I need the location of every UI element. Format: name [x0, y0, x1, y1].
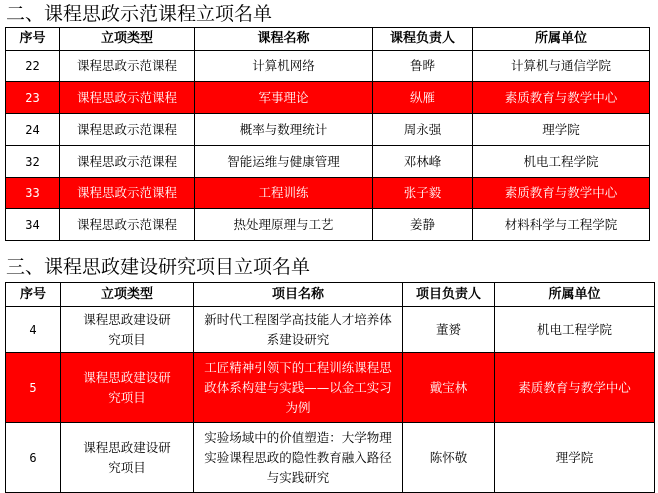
table-row	[6, 209, 650, 241]
section3-title: 三、课程思政建设研究项目立项名单	[6, 256, 311, 278]
header-name: 课程名称	[195, 28, 373, 51]
table-row	[6, 307, 655, 353]
cell-name: 智能运维与健康管理	[195, 146, 373, 178]
cell-leader: 鲁晔	[373, 51, 473, 82]
cell-leader: 戴宝林	[403, 353, 495, 423]
cell-unit: 理学院	[473, 114, 650, 146]
cell-leader: 张子毅	[373, 178, 473, 209]
cell-type: 课程思政示范课程	[60, 51, 195, 82]
cell-unit: 机电工程学院	[473, 146, 650, 178]
cell-type: 课程思政示范课程	[60, 178, 195, 209]
cell-unit: 计算机与通信学院	[473, 51, 650, 82]
cell-unit: 机电工程学院	[495, 307, 655, 353]
cell-leader: 陈怀敬	[403, 423, 495, 493]
cell-unit: 素质教育与教学中心	[495, 353, 655, 423]
cell-unit: 素质教育与教学中心	[473, 82, 650, 114]
header-type: 立项类型	[60, 28, 195, 51]
header-leader: 课程负责人	[373, 28, 473, 51]
cell-name: 概率与数理统计	[195, 114, 373, 146]
table-row-highlighted	[6, 353, 655, 423]
cell-name: 热处理原理与工艺	[195, 209, 373, 241]
cell-unit: 理学院	[495, 423, 655, 493]
cell-leader: 董赟	[403, 307, 495, 353]
section2-title: 二、课程思政示范课程立项名单	[6, 3, 273, 25]
cell-no: 22	[6, 51, 60, 82]
cell-type: 课程思政示范课程	[60, 82, 195, 114]
research-project-table	[5, 282, 655, 493]
cell-type: 课程思政建设研究项目	[61, 353, 194, 423]
cell-name: 新时代工程图学高技能人才培养体系建设研究	[194, 307, 403, 353]
cell-name: 工匠精神引领下的工程训练课程思政体系构建与实践——以金工实习为例	[194, 353, 403, 423]
header-no: 序号	[6, 283, 61, 307]
cell-no: 33	[6, 178, 60, 209]
cell-type: 课程思政示范课程	[60, 114, 195, 146]
cell-type: 课程思政示范课程	[60, 146, 195, 178]
header-no: 序号	[6, 28, 60, 51]
header-unit: 所属单位	[495, 283, 655, 307]
table-header-row	[6, 28, 650, 51]
table-row-highlighted	[6, 178, 650, 209]
cell-unit: 素质教育与教学中心	[473, 178, 650, 209]
cell-no: 34	[6, 209, 60, 241]
table-row	[6, 423, 655, 493]
cell-leader: 周永强	[373, 114, 473, 146]
table-row	[6, 51, 650, 82]
header-name: 项目名称	[194, 283, 403, 307]
table-row	[6, 146, 650, 178]
table-row-highlighted	[6, 82, 650, 114]
cell-leader: 姜静	[373, 209, 473, 241]
cell-unit: 材料科学与工程学院	[473, 209, 650, 241]
table-header-row	[6, 283, 655, 307]
table-row	[6, 114, 650, 146]
cell-name: 计算机网络	[195, 51, 373, 82]
cell-no: 5	[6, 353, 61, 423]
header-type: 立项类型	[61, 283, 194, 307]
cell-no: 24	[6, 114, 60, 146]
cell-name: 实验场域中的价值塑造：大学物理实验课程思政的隐性教育融入路径与实践研究	[194, 423, 403, 493]
cell-name: 工程训练	[195, 178, 373, 209]
cell-no: 6	[6, 423, 61, 493]
cell-leader: 纵雁	[373, 82, 473, 114]
cell-name: 军事理论	[195, 82, 373, 114]
cell-no: 32	[6, 146, 60, 178]
header-leader: 项目负责人	[403, 283, 495, 307]
cell-type: 课程思政建设研究项目	[61, 423, 194, 493]
cell-type: 课程思政建设研究项目	[61, 307, 194, 353]
demo-course-table	[5, 27, 650, 241]
cell-no: 23	[6, 82, 60, 114]
cell-type: 课程思政示范课程	[60, 209, 195, 241]
cell-leader: 邓林峰	[373, 146, 473, 178]
header-unit: 所属单位	[473, 28, 650, 51]
cell-no: 4	[6, 307, 61, 353]
